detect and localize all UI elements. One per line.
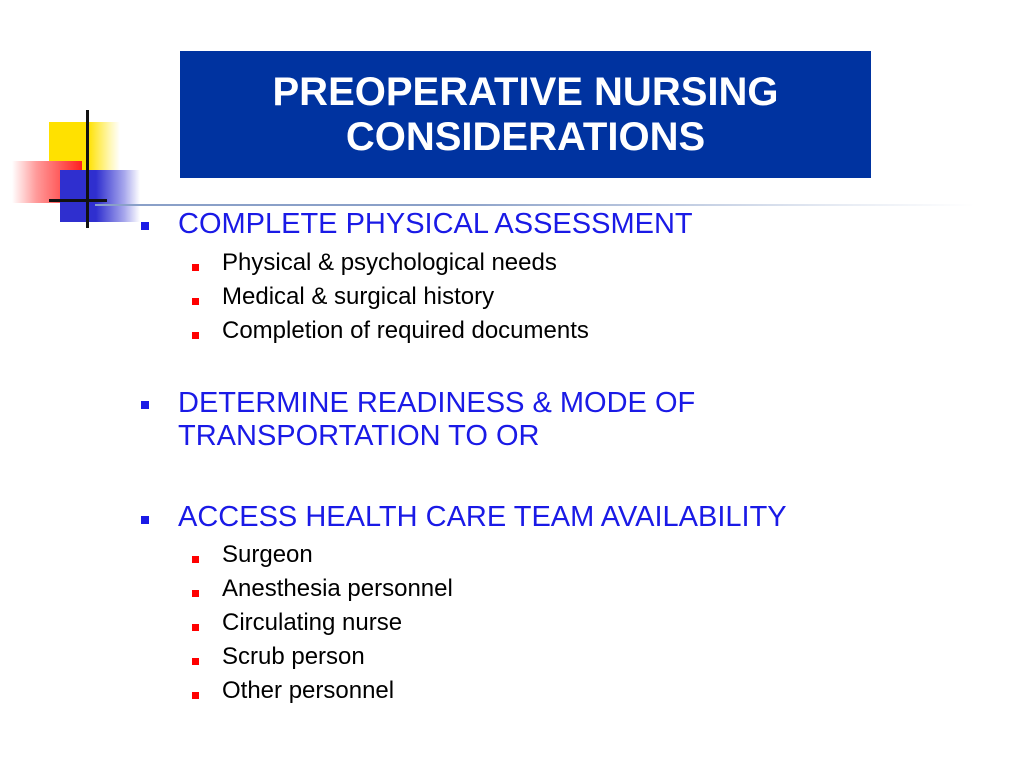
sub-bullet-square-icon xyxy=(192,658,199,665)
sub-bullet-square-icon xyxy=(192,590,199,597)
title-line-1: PREOPERATIVE NURSING xyxy=(272,69,779,114)
bullet-3-text: ACCESS HEALTH CARE TEAM AVAILABILITY xyxy=(178,501,787,533)
bullet-3-subitem-5: Other personnel xyxy=(222,677,395,704)
sub-bullet-square-icon xyxy=(192,556,199,563)
bullet-1-subitem-1: Physical & psychological needs xyxy=(222,249,557,276)
bullet-square-icon xyxy=(141,401,149,409)
bullet-square-icon xyxy=(141,222,149,230)
sub-bullet-square-icon xyxy=(192,298,199,305)
bullet-3-subitem-2: Anesthesia personnel xyxy=(222,575,453,602)
sub-bullet-square-icon xyxy=(192,624,199,631)
bullet-1-text: COMPLETE PHYSICAL ASSESSMENT xyxy=(178,208,693,240)
bullet-2-text-line-2: TRANSPORTATION TO OR xyxy=(178,420,540,452)
bullet-1-subitem-3: Completion of required documents xyxy=(222,317,589,344)
sub-bullet-square-icon xyxy=(192,332,199,339)
sub-bullet-square-icon xyxy=(192,264,199,271)
sub-bullet-square-icon xyxy=(192,692,199,699)
bullet-square-icon xyxy=(141,516,149,524)
bullet-3-subitem-4: Scrub person xyxy=(222,643,365,670)
title-line-2: CONSIDERATIONS xyxy=(345,114,706,159)
bullet-3-subitem-1: Surgeon xyxy=(222,541,313,568)
bullet-3-subitem-3: Circulating nurse xyxy=(222,609,403,636)
bullet-2-text-line-1: DETERMINE READINESS & MODE OF xyxy=(178,387,696,419)
bullet-1-subitem-2: Medical & surgical history xyxy=(222,283,495,310)
